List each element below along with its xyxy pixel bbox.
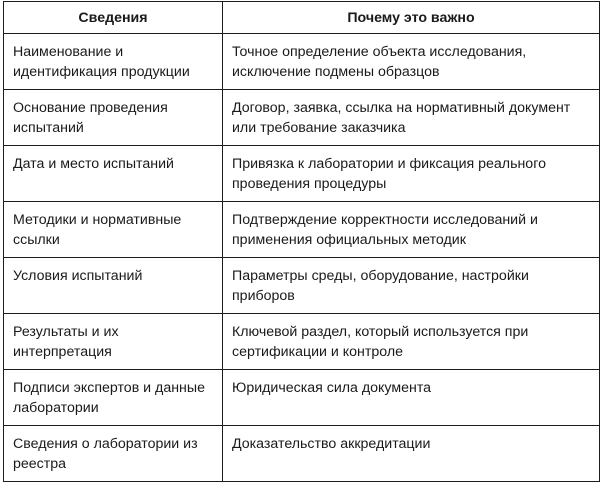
row-importance-cell: Доказательство аккредитации [223, 426, 600, 482]
table-row [4, 426, 600, 482]
row-info-cell: Подписи экспертов и данные лаборатории [4, 370, 223, 426]
row-info-cell: Результаты и их интерпретация [4, 314, 223, 370]
table-row [4, 258, 600, 314]
row-importance-cell: Ключевой раздел, который используется при сертификации и контроле [223, 314, 600, 370]
row-info-cell: Методики и нормативные ссылки [4, 202, 223, 258]
row-info-cell: Наименование и идентификация продукции [4, 34, 223, 90]
column-header-info: Сведения [4, 2, 223, 34]
table-header-row [4, 2, 600, 34]
row-importance-cell: Параметры среды, оборудование, настройки приборов [223, 258, 600, 314]
table-row [4, 90, 600, 146]
column-header-importance: Почему это важно [223, 2, 600, 34]
row-info-cell: Условия испытаний [4, 258, 223, 314]
table-row [4, 34, 600, 90]
row-info-cell: Сведения о лаборатории из реестра [4, 426, 223, 482]
row-importance-cell: Юридическая сила документа [223, 370, 600, 426]
info-table [3, 1, 600, 482]
row-importance-cell: Точное определение объекта исследования, исключение подмены образцов [223, 34, 600, 90]
table-row [4, 202, 600, 258]
row-info-cell: Дата и место испытаний [4, 146, 223, 202]
table-row [4, 314, 600, 370]
row-importance-cell: Подтверждение корректности исследований и применения официальных методик [223, 202, 600, 258]
row-info-cell: Основание проведения испытаний [4, 90, 223, 146]
table-row [4, 370, 600, 426]
row-importance-cell: Договор, заявка, ссылка на нормативный документ или требование заказчика [223, 90, 600, 146]
table-row [4, 146, 600, 202]
row-importance-cell: Привязка к лаборатории и фиксация реального проведения процедуры [223, 146, 600, 202]
